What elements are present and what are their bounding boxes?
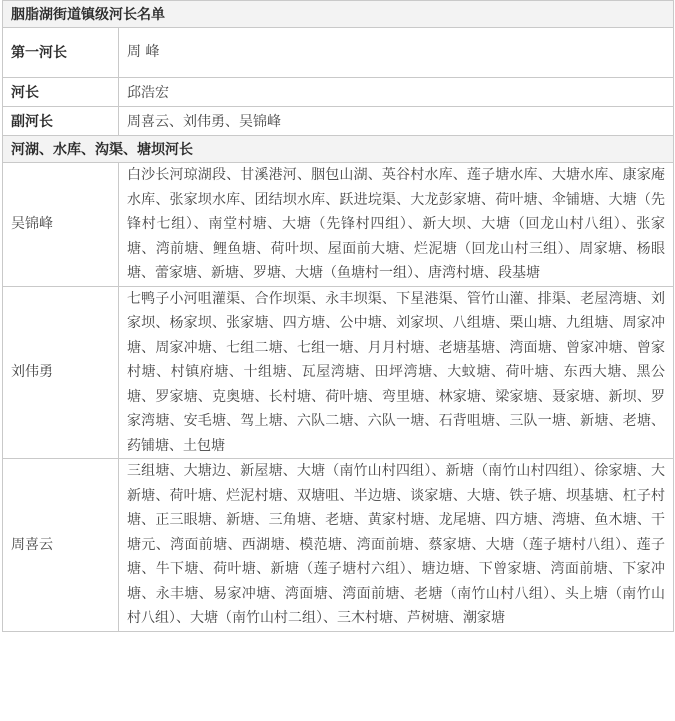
title-row bbox=[3, 1, 674, 28]
entry-name: 吴锦峰 bbox=[3, 163, 119, 287]
entry-name: 刘伟勇 bbox=[3, 286, 119, 459]
first-chief-label: 第一河长 bbox=[3, 28, 119, 78]
entry-waters: 三组塘、大塘边、新屋塘、大塘（南竹山村四组）、新塘（南竹山村四组）、徐家塘、大新塘、荷叶塘、烂泥村塘、双塘咀、半边塘、谈家塘、大塘、铁子塘、坝基塘、杠子村塘、正三眼塘、新塘、三角塘、老塘、黄家村塘、龙尾塘、四方塘、湾塘、鱼木塘、干塘元、湾面前塘、西湖塘、模范塘、湾面前塘、蔡家塘、大塘（莲子塘村八组）、莲子塘、牛下塘、荷叶塘、新塘（莲子塘村六组）、塘边塘、下曾家塘、湾面前塘、下家冲塘、永丰塘、易家冲塘、湾面塘、湾面前塘、老塘（南竹山村八组）、头上塘（南竹山村八组）、大塘（南竹山村二组）、三木村塘、芦树塘、潮家塘 bbox=[119, 459, 674, 632]
first-chief-row bbox=[3, 28, 674, 78]
chief-row bbox=[3, 78, 674, 107]
entry-row bbox=[3, 459, 674, 632]
chief-value: 邱浩宏 bbox=[119, 78, 674, 107]
table-title: 胭脂湖街道镇级河长名单 bbox=[3, 1, 674, 28]
deputy-chief-label: 副河长 bbox=[3, 107, 119, 136]
entry-waters: 白沙长河琼湖段、甘溪港河、胭包山湖、英谷村水库、莲子塘水库、大塘水库、康家庵水库、张家坝水库、团结坝水库、跃进垸渠、大龙彭家塘、荷叶塘、伞铺塘、大塘（先锋村七组）、南堂村塘、大塘（先锋村四组）、新大坝、大塘（回龙山村八组）、张家塘、湾前塘、鲤鱼塘、荷叶坝、屋面前大塘、烂泥塘（回龙山村三组）、周家塘、杨眼塘、蕾家塘、新塘、罗塘、大塘（鱼塘村一组）、唐湾村塘、段基塘 bbox=[119, 163, 674, 287]
entry-name: 周喜云 bbox=[3, 459, 119, 632]
section-title-row bbox=[3, 136, 674, 163]
chief-label: 河长 bbox=[3, 78, 119, 107]
deputy-chief-value: 周喜云、刘伟勇、吴锦峰 bbox=[119, 107, 674, 136]
entry-row bbox=[3, 286, 674, 459]
section-title: 河湖、水库、沟渠、塘坝河长 bbox=[3, 136, 674, 163]
first-chief-value: 周 峰 bbox=[119, 28, 674, 78]
river-chief-table bbox=[2, 0, 674, 632]
entry-waters: 七鸭子小河咀灌渠、合作坝渠、永丰坝渠、下星港渠、管竹山灌、排渠、老屋湾塘、刘家坝、杨家坝、张家塘、四方塘、公中塘、刘家坝、八组塘、栗山塘、九组塘、周家冲塘、周家冲塘、七组二塘、七组一塘、月月村塘、老塘基塘、湾面塘、曾家冲塘、曾家村塘、村镇府塘、十组塘、瓦屋湾塘、田坪湾塘、大蚊塘、荷叶塘、东西大塘、黑公塘、罗家塘、克奥塘、长村塘、荷叶塘、弯里塘、林家塘、梁家塘、聂家塘、新坝、罗家湾塘、安毛塘、驾上塘、六队二塘、六队一塘、石背咀塘、三队一塘、新塘、老塘、药铺塘、土包塘 bbox=[119, 286, 674, 459]
entry-row bbox=[3, 163, 674, 287]
deputy-chief-row bbox=[3, 107, 674, 136]
